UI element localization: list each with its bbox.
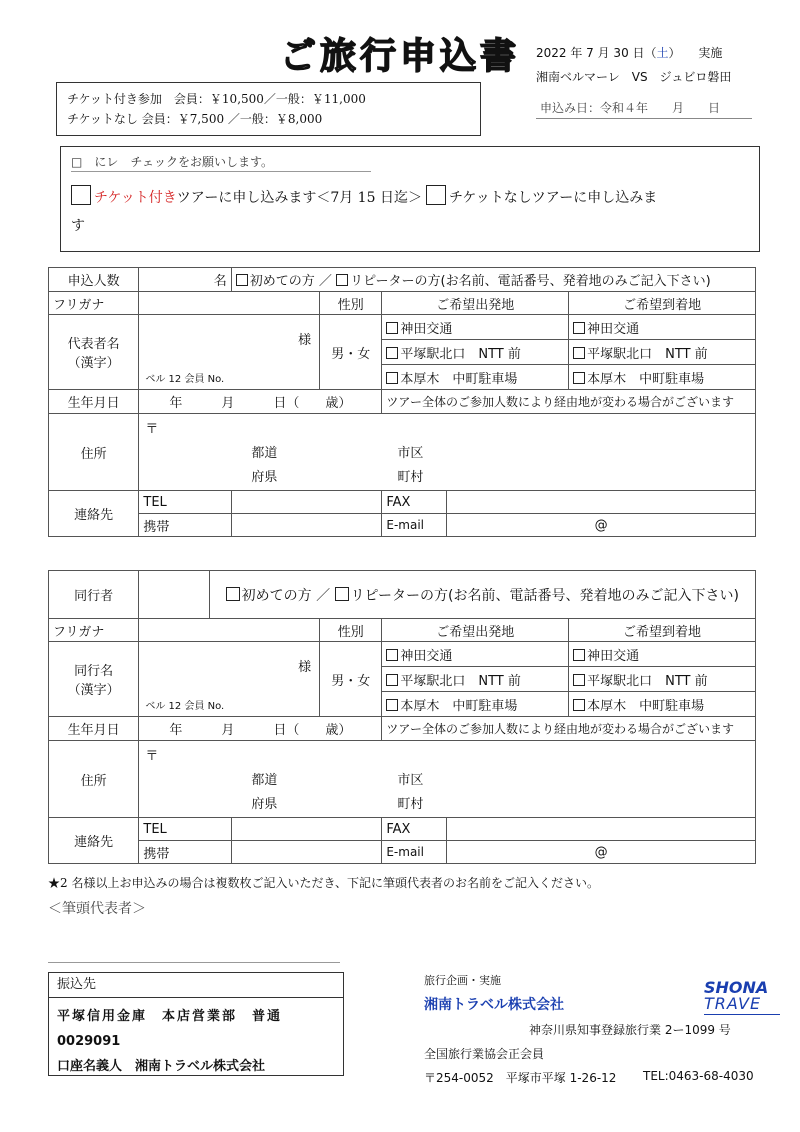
at-mark: @ xyxy=(594,844,608,860)
contact-label: 連絡先 xyxy=(49,818,139,864)
dep-checkbox[interactable] xyxy=(386,347,398,359)
departure-header: ご希望出発地 xyxy=(382,292,569,315)
no-ticket-tour-label: チケットなしツアーに申し込みま xyxy=(448,190,658,206)
departure-header: ご希望出発地 xyxy=(382,619,569,642)
arr-option-1[interactable] xyxy=(569,340,756,365)
tel-label: TEL xyxy=(139,818,231,841)
route-note: ツアー全体のご参加人数により経由地が変わる場合がございます xyxy=(382,390,756,414)
company-logo xyxy=(704,980,780,1015)
first-time-checkbox[interactable] xyxy=(236,274,248,286)
birth-field[interactable]: 年 月 日（ 歳） xyxy=(139,390,382,414)
todo-label: 都道 xyxy=(251,773,278,788)
bank-account: 0029091 xyxy=(57,1034,121,1049)
dep-option-0[interactable] xyxy=(382,315,569,340)
dep-checkbox[interactable] xyxy=(386,674,398,686)
price-with-ticket: チケット付き参加 会員：￥10,500／一般：￥11,000 xyxy=(67,92,366,106)
arr-option-label: 神田交通 xyxy=(587,648,640,664)
count-unit: 名 xyxy=(213,274,227,289)
arr-checkbox[interactable] xyxy=(573,322,585,334)
email-field[interactable] xyxy=(447,841,755,863)
separator: ／ xyxy=(318,274,332,289)
birth-field[interactable]: 年 月 日（ 歳） xyxy=(139,717,382,741)
dep-option-label: 本厚木 中町駐車場 xyxy=(400,698,518,714)
tel-field[interactable] xyxy=(231,491,382,514)
mobile-label: 携帯 xyxy=(139,841,231,864)
route-note: ツアー全体のご参加人数により経由地が変わる場合がございます xyxy=(382,717,756,741)
arr-option-label: 本厚木 中町駐車場 xyxy=(587,698,705,714)
first-time-label: 初めての方 xyxy=(241,587,312,604)
sama-suffix: 様 xyxy=(298,660,312,675)
event-date-day: 土 xyxy=(656,46,669,60)
fax-cell xyxy=(382,818,756,841)
applicant-count-label: 申込人数 xyxy=(49,268,139,292)
applicant-count-field[interactable] xyxy=(139,268,231,292)
fuken-label: 府県 xyxy=(251,470,278,485)
company-phone: TEL:0463-68-4030 xyxy=(643,1069,754,1083)
birth-label: 生年月日 xyxy=(49,390,139,414)
furigana-field[interactable] xyxy=(139,619,320,642)
arrival-header: ご希望到着地 xyxy=(569,619,756,642)
companion-name-label-1: 同行名 xyxy=(74,664,114,679)
arr-checkbox[interactable] xyxy=(573,674,585,686)
furigana-label: フリガナ xyxy=(49,292,139,315)
no-ticket-tour-label-cont: す xyxy=(71,218,85,234)
name-label-1: 代表者名 xyxy=(67,337,120,352)
organizer-label: 旅行企画・実施 xyxy=(424,974,501,987)
arr-checkbox[interactable] xyxy=(573,372,585,384)
companion-count-field[interactable] xyxy=(139,571,209,619)
dep-option-0[interactable] xyxy=(382,642,569,667)
dep-option-1[interactable] xyxy=(382,667,569,692)
gender-field[interactable]: 男・女 xyxy=(320,315,382,390)
event-label: 実施 xyxy=(698,46,723,60)
companion-name-field[interactable] xyxy=(139,642,320,717)
name-field[interactable] xyxy=(139,315,320,390)
event-date-prefix: 2022 年 7 月 30 日（ xyxy=(536,46,657,60)
email-label: E-mail xyxy=(382,514,447,536)
companion-visitor-type-row xyxy=(209,571,755,619)
member-no-label: ベル 12 会員 No. xyxy=(145,374,225,385)
bank-box xyxy=(48,972,344,1076)
separator: ／ xyxy=(316,587,331,604)
birth-label: 生年月日 xyxy=(49,717,139,741)
multi-applicant-note: ★2 名様以上お申込みの場合は複数枚ご記入いただき、下記に筆頭代表者のお名前をご記入ください。 xyxy=(48,876,599,890)
arr-checkbox[interactable] xyxy=(573,699,585,711)
tel-label: TEL xyxy=(139,491,231,514)
address-label: 住所 xyxy=(49,414,139,491)
companion-name-label xyxy=(49,642,139,717)
event-date-suffix: ） xyxy=(668,46,681,60)
gender-label: 性別 xyxy=(320,619,382,642)
postal-mark: 〒 xyxy=(145,749,159,764)
bank-title: 振込先 xyxy=(49,973,343,998)
furigana-label: フリガナ xyxy=(49,619,139,642)
arr-option-0[interactable] xyxy=(569,642,756,667)
association-membership: 全国旅行業協会正会員 xyxy=(424,1047,545,1061)
fuken-label: 府県 xyxy=(251,797,278,812)
arrival-header: ご希望到着地 xyxy=(569,292,756,315)
chouson-label: 町村 xyxy=(397,797,424,812)
repeater-label: リピーターの方(お名前、電話番号、発着地のみご記入下さい) xyxy=(350,587,739,604)
arr-checkbox[interactable] xyxy=(573,649,585,661)
dep-checkbox[interactable] xyxy=(386,649,398,661)
company-address: 〒254-0052 平塚市平塚 1-26-12 xyxy=(424,1071,617,1085)
tour-options xyxy=(71,184,749,240)
no-ticket-tour-checkbox[interactable] xyxy=(426,185,446,205)
event-date xyxy=(536,42,722,64)
match-name: 湘南ベルマーレ VS ジュビロ磐田 xyxy=(536,70,732,84)
fax-field[interactable] xyxy=(447,491,755,513)
tel-field[interactable] xyxy=(231,818,382,841)
dep-checkbox[interactable] xyxy=(386,322,398,334)
contact-label: 連絡先 xyxy=(49,491,139,537)
postal-mark: 〒 xyxy=(145,422,159,437)
name-label xyxy=(49,315,139,390)
arr-option-label: 平塚駅北口 NTT 前 xyxy=(587,346,708,362)
fax-label: FAX xyxy=(382,491,447,513)
arr-option-label: 平塚駅北口 NTT 前 xyxy=(587,673,708,689)
shiku-label: 市区 xyxy=(397,446,424,461)
address-field[interactable] xyxy=(139,414,756,491)
bank-name: 平塚信用金庫 本店営業部 普通 xyxy=(57,1009,283,1024)
name-label-2: （漢字） xyxy=(67,356,120,371)
arr-option-label: 神田交通 xyxy=(587,321,640,337)
arr-option-label: 本厚木 中町駐車場 xyxy=(587,371,705,387)
sama-suffix: 様 xyxy=(298,333,312,348)
price-no-ticket: チケットなし 会員：￥7,500 ／一般：￥8,000 xyxy=(67,112,323,126)
fax-field[interactable] xyxy=(447,818,755,840)
dep-option-2[interactable] xyxy=(382,365,569,390)
first-time-checkbox[interactable] xyxy=(226,587,240,601)
registration-number: 神奈川県知事登録旅行業 2ー1099 号 xyxy=(529,1023,731,1037)
logo-underline xyxy=(704,1014,780,1015)
form-title: ご旅行申込書 xyxy=(280,36,521,77)
fax-label: FAX xyxy=(382,818,447,840)
email-cell xyxy=(382,514,756,537)
mobile-label: 携帯 xyxy=(139,514,231,537)
companion-name-label-2: （漢字） xyxy=(67,683,120,698)
check-instruction: □ にレ チェックをお願いします。 xyxy=(71,155,274,169)
arr-checkbox[interactable] xyxy=(573,347,585,359)
arr-option-2[interactable] xyxy=(569,692,756,717)
tour-type-box xyxy=(60,146,760,252)
company-name: 湘南トラベル株式会社 xyxy=(424,997,564,1013)
arr-option-0[interactable] xyxy=(569,315,756,340)
ticket-tour-label-red: チケット付き xyxy=(94,190,177,206)
shiku-label: 市区 xyxy=(397,773,424,788)
price-box xyxy=(56,82,481,136)
chouson-label: 町村 xyxy=(397,470,424,485)
apply-date: 申込み日：令和４年 月 日 xyxy=(540,101,721,115)
repeater-checkbox[interactable] xyxy=(335,587,349,601)
dep-option-label: 神田交通 xyxy=(400,321,453,337)
at-mark: @ xyxy=(594,517,608,533)
companion-table xyxy=(48,570,756,864)
email-field[interactable] xyxy=(447,514,755,536)
arr-option-1[interactable] xyxy=(569,667,756,692)
ticket-tour-label: ツアーに申し込みます＜7月 15 日迄＞ xyxy=(176,190,422,206)
dep-checkbox[interactable] xyxy=(386,372,398,384)
dep-checkbox[interactable] xyxy=(386,699,398,711)
applicant-table xyxy=(48,267,756,537)
logo-line-1: SHONA xyxy=(704,978,769,997)
companion-label: 同行者 xyxy=(49,571,139,619)
member-no-label: ベル 12 会員 No. xyxy=(145,701,225,712)
repeater-checkbox[interactable] xyxy=(336,274,348,286)
address-field[interactable] xyxy=(139,741,756,818)
arr-option-2[interactable] xyxy=(569,365,756,390)
gender-label: 性別 xyxy=(320,292,382,315)
gender-field[interactable]: 男・女 xyxy=(320,642,382,717)
logo-line-2: TRAVE xyxy=(704,994,762,1013)
dep-option-label: 本厚木 中町駐車場 xyxy=(400,371,518,387)
repeater-label: リピーターの方(お名前、電話番号、発着地のみご記入下さい) xyxy=(350,274,711,289)
dep-option-label: 神田交通 xyxy=(400,648,453,664)
dep-option-1[interactable] xyxy=(382,340,569,365)
bank-holder: 口座名義人 湘南トラベル株式会社 xyxy=(57,1059,266,1074)
dep-option-label: 平塚駅北口 NTT 前 xyxy=(400,346,521,362)
furigana-field[interactable] xyxy=(139,292,320,315)
dep-option-label: 平塚駅北口 NTT 前 xyxy=(400,673,521,689)
address-label: 住所 xyxy=(49,741,139,818)
first-time-label: 初めての方 xyxy=(249,274,315,289)
fax-cell xyxy=(382,491,756,514)
email-label: E-mail xyxy=(382,841,447,863)
ticket-tour-checkbox[interactable] xyxy=(71,185,91,205)
email-cell xyxy=(382,841,756,864)
lead-representative-label: ＜筆頭代表者＞ xyxy=(48,901,146,917)
todo-label: 都道 xyxy=(251,446,278,461)
mobile-field[interactable] xyxy=(231,514,382,537)
mobile-field[interactable] xyxy=(231,841,382,864)
dep-option-2[interactable] xyxy=(382,692,569,717)
visitor-type-row xyxy=(231,268,755,292)
